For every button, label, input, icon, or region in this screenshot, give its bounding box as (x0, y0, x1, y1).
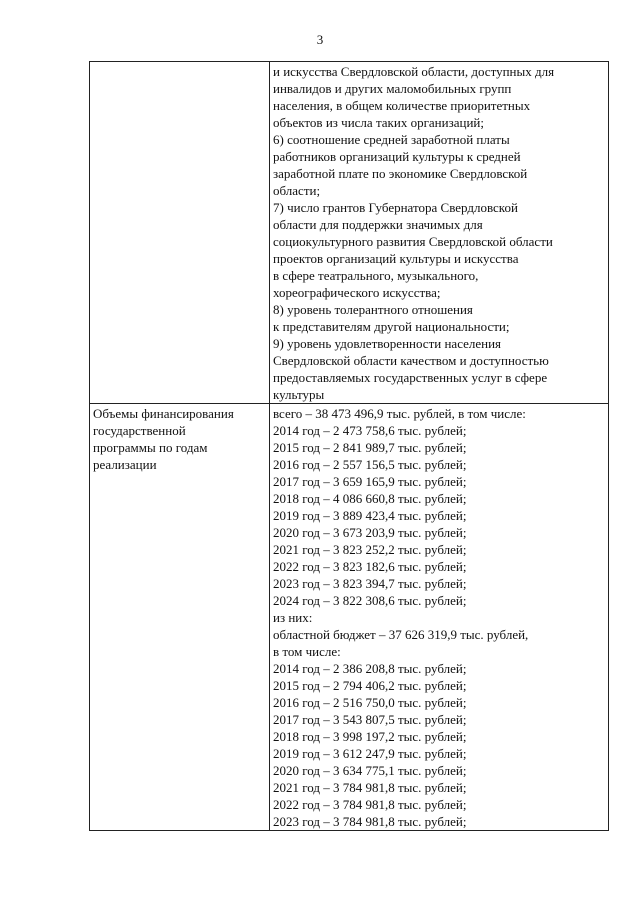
text-line: Свердловской области качеством и доступностью (273, 353, 549, 368)
text-line: 2016 год – 2 557 156,5 тыс. рублей; (273, 457, 467, 472)
text-line: к представителям другой национальности; (273, 319, 510, 334)
text-line: программы по годам (93, 440, 208, 455)
text-line: реализации (93, 457, 157, 472)
text-line: инвалидов и других маломобильных групп (273, 81, 512, 96)
text-line: области; (273, 183, 321, 198)
text-line: 9) уровень удовлетворенности населения (273, 336, 502, 351)
row-label-cell (90, 62, 270, 404)
text-line: 2024 год – 3 822 308,6 тыс. рублей; (273, 593, 467, 608)
text-line: культуры (273, 387, 325, 402)
text-line: заработной плате по экономике Свердловской (273, 166, 528, 181)
text-line: предоставляемых государственных услуг в сфере (273, 370, 548, 385)
text-line: хореографического искусства; (273, 285, 441, 300)
text-line: 2018 год – 4 086 660,8 тыс. рублей; (273, 491, 467, 506)
text-line: 2022 год – 3 784 981,8 тыс. рублей; (273, 797, 467, 812)
text-line: в сфере театрального, музыкального, (273, 268, 479, 283)
text-line: 2021 год – 3 784 981,8 тыс. рублей; (273, 780, 467, 795)
row-value-cell (270, 404, 609, 831)
text-line: из них: (273, 610, 313, 625)
text-line: 2014 год – 2 473 758,6 тыс. рублей; (273, 423, 467, 438)
row-label-cell (90, 404, 270, 831)
text-line: 2023 год – 3 823 394,7 тыс. рублей; (273, 576, 467, 591)
table-row (90, 404, 609, 831)
text-line: населения, в общем количестве приоритетных (273, 98, 531, 113)
text-line: проектов организаций культуры и искусства (273, 251, 519, 266)
text-line: в том числе: (273, 644, 341, 659)
program-passport-table (89, 61, 609, 831)
text-line: областной бюджет – 37 626 319,9 тыс. рублей, (273, 627, 529, 642)
text-line: всего – 38 473 496,9 тыс. рублей, в том числе: (273, 406, 526, 421)
text-line: работников организаций культуры к средней (273, 149, 521, 164)
text-line: 2020 год – 3 673 203,9 тыс. рублей; (273, 525, 467, 540)
text-line: 2019 год – 3 612 247,9 тыс. рублей; (273, 746, 467, 761)
text-line: 2021 год – 3 823 252,2 тыс. рублей; (273, 542, 467, 557)
page-number: 3 (316, 32, 324, 47)
text-line: 2023 год – 3 784 981,8 тыс. рублей; (273, 814, 467, 829)
text-line: 2022 год – 3 823 182,6 тыс. рублей; (273, 559, 467, 574)
text-line: 2017 год – 3 659 165,9 тыс. рублей; (273, 474, 467, 489)
text-line: области для поддержки значимых для (273, 217, 483, 232)
text-line: социокультурного развития Свердловской области (273, 234, 553, 249)
text-line: 6) соотношение средней заработной платы (273, 132, 510, 147)
text-line: государственной (93, 423, 186, 438)
text-line: объектов из числа таких организаций; (273, 115, 484, 130)
text-line: 2015 год – 2 794 406,2 тыс. рублей; (273, 678, 467, 693)
text-line: 2017 год – 3 543 807,5 тыс. рублей; (273, 712, 467, 727)
text-line: 7) число грантов Губернатора Свердловской (273, 200, 518, 215)
text-line: и искусства Свердловской области, доступных для (273, 64, 555, 79)
text-line: 8) уровень толерантного отношения (273, 302, 473, 317)
text-line: 2015 год – 2 841 989,7 тыс. рублей; (273, 440, 467, 455)
text-line: Объемы финансирования (93, 406, 234, 421)
text-line: 2020 год – 3 634 775,1 тыс. рублей; (273, 763, 467, 778)
text-line: 2019 год – 3 889 423,4 тыс. рублей; (273, 508, 467, 523)
text-line: 2018 год – 3 998 197,2 тыс. рублей; (273, 729, 467, 744)
row-value-cell (270, 62, 609, 404)
text-line: 2014 год – 2 386 208,8 тыс. рублей; (273, 661, 467, 676)
text-line: 2016 год – 2 516 750,0 тыс. рублей; (273, 695, 467, 710)
table-row (90, 62, 609, 404)
